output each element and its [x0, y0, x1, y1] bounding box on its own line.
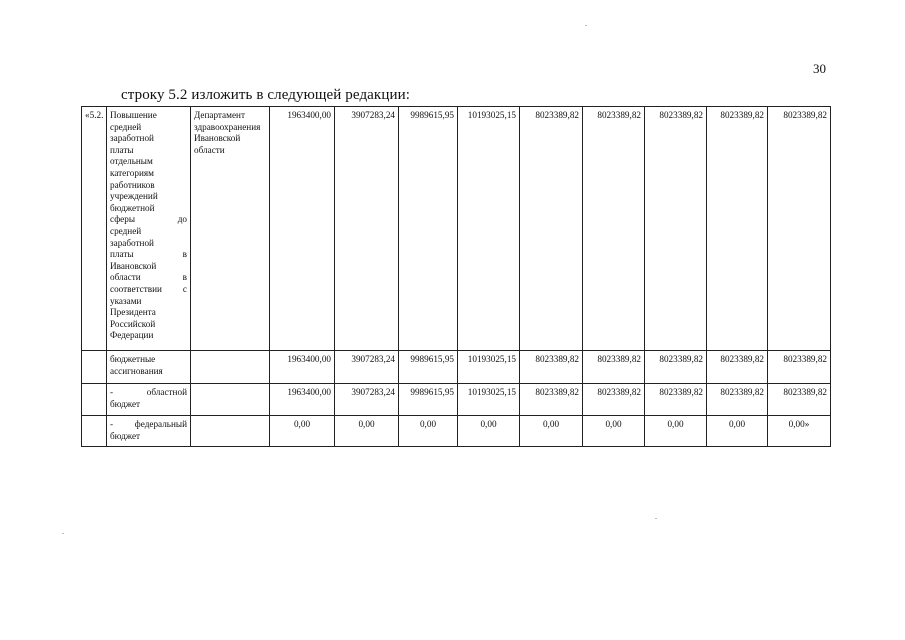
row-name-word: соответствии: [110, 283, 162, 294]
value-cell: 0,00: [458, 416, 520, 447]
empty-cell: [191, 384, 270, 416]
row-name-word: в: [182, 272, 187, 283]
row-name-word: сферы: [110, 214, 135, 225]
value-cell: 8023389,82: [707, 384, 768, 416]
row-name-line: Федерации: [110, 330, 154, 341]
row-name-line: средней: [110, 225, 142, 236]
value-cell: 10193025,15: [458, 107, 520, 351]
row-name-line: Российской: [110, 318, 156, 329]
row-name-word: в: [182, 249, 187, 260]
row-number: «5.2.: [82, 107, 107, 351]
value-cell: 8023389,82: [520, 384, 583, 416]
empty-cell: [82, 384, 107, 416]
value-cell: 8023389,82: [645, 384, 707, 416]
value-cell: 9989615,95: [399, 107, 458, 351]
page-number: 30: [813, 61, 826, 76]
row-name-line: учреждений: [110, 191, 158, 202]
row-label-word: областной: [146, 387, 187, 397]
value-cell: 8023389,82: [768, 107, 831, 351]
row-label-rest: бюджет: [110, 430, 141, 441]
value-cell: 0,00: [399, 416, 458, 447]
dash-mark: -: [110, 387, 114, 397]
row-name-line: заработной: [110, 237, 154, 248]
row-name-line: платы: [110, 144, 134, 155]
table-row-federal: [82, 416, 831, 447]
value-cell: 8023389,82: [583, 107, 645, 351]
row-label-rest: бюджет: [110, 398, 141, 409]
row-label: бюджетные ассигнования: [107, 351, 191, 384]
value-cell: 0,00: [707, 416, 768, 447]
row-name-line: средней: [110, 121, 142, 132]
row-name-word: с: [182, 283, 187, 294]
empty-cell: [82, 416, 107, 447]
scan-speck: [655, 518, 657, 519]
budget-table: [81, 106, 831, 447]
row-name-line: работников: [110, 179, 155, 190]
value-cell: 8023389,82: [707, 107, 768, 351]
row-name: [107, 107, 191, 351]
value-cell: 8023389,82: [707, 351, 768, 384]
value-cell: 3907283,24: [335, 384, 399, 416]
value-cell: 0,00»: [768, 416, 831, 447]
scan-speck: [585, 25, 587, 26]
row-name-line: отдельным: [110, 156, 153, 167]
value-cell: 0,00: [270, 416, 335, 447]
value-cell: 8023389,82: [583, 351, 645, 384]
value-cell: 8023389,82: [768, 384, 831, 416]
table-row-main: [82, 107, 831, 351]
scan-speck: [62, 533, 64, 534]
value-cell: 3907283,24: [335, 107, 399, 351]
row-label: [107, 416, 191, 447]
value-cell: 10193025,15: [458, 384, 520, 416]
value-cell: 10193025,15: [458, 351, 520, 384]
value-cell: 0,00: [645, 416, 707, 447]
row-name-word: области: [110, 272, 141, 283]
row-name-line: бюджетной: [110, 202, 155, 213]
value-cell: 8023389,82: [520, 107, 583, 351]
dash-mark: -: [110, 419, 114, 429]
value-cell: 9989615,95: [399, 351, 458, 384]
row-name-word: платы: [110, 249, 134, 260]
empty-cell: [191, 416, 270, 447]
row-name-line: [110, 284, 187, 296]
row-name-line: Президента: [110, 307, 156, 318]
row-label: [107, 384, 191, 416]
empty-cell: [191, 351, 270, 384]
value-cell: 8023389,82: [768, 351, 831, 384]
table-row-regional: [82, 384, 831, 416]
value-cell: 1963400,00: [270, 384, 335, 416]
row-name-line: Ивановской: [110, 260, 157, 271]
value-cell: 8023389,82: [520, 351, 583, 384]
row-name-line: [110, 214, 187, 226]
empty-cell: [82, 351, 107, 384]
row-label-word: федеральный: [134, 419, 187, 429]
value-cell: 9989615,95: [399, 384, 458, 416]
value-cell: 8023389,82: [645, 107, 707, 351]
value-cell: 8023389,82: [645, 351, 707, 384]
table-row-budget: [82, 351, 831, 384]
value-cell: 1963400,00: [270, 351, 335, 384]
row-name-line: [110, 272, 187, 284]
row-name-word: до: [177, 214, 187, 225]
row-name-line: категориям: [110, 167, 154, 178]
value-cell: 1963400,00: [270, 107, 335, 351]
value-cell: 0,00: [583, 416, 645, 447]
value-cell: 3907283,24: [335, 351, 399, 384]
value-cell: 0,00: [520, 416, 583, 447]
intro-text: строку 5.2 изложить в следующей редакции:: [121, 87, 410, 103]
row-name-line: [110, 249, 187, 261]
row-name-line: заработной: [110, 133, 154, 144]
row-executor: Департамент здравоохранения Ивановской области: [191, 107, 270, 351]
value-cell: 8023389,82: [583, 384, 645, 416]
value-cell: 0,00: [335, 416, 399, 447]
row-name-line: указами: [110, 295, 142, 306]
row-name-line: Повышение: [110, 110, 157, 120]
